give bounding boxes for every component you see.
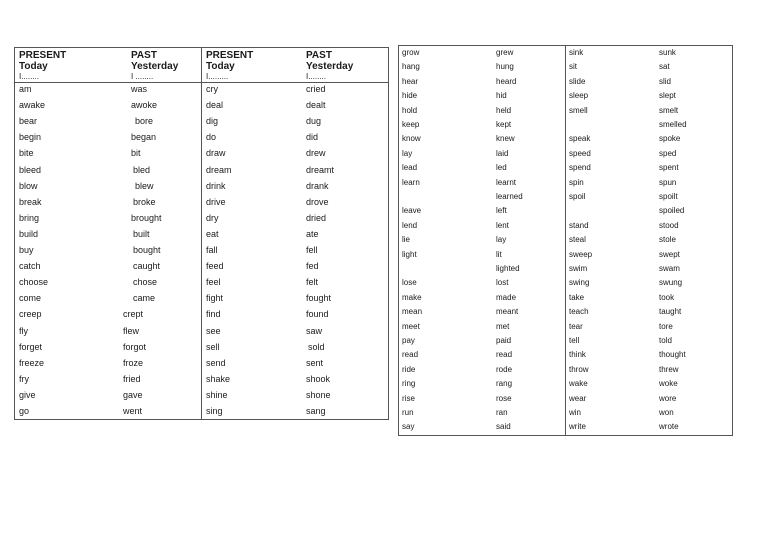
verb-cell: wore [659, 393, 677, 403]
verb-cell: fight [206, 293, 224, 304]
verb-cell: learned [496, 192, 523, 201]
verb-cell: caught [133, 261, 161, 272]
column-header-sub: Today [206, 61, 235, 72]
verb-cell: swing [569, 278, 590, 288]
verb-cell: ring [402, 379, 416, 389]
column-header-sub: Yesterday [131, 61, 179, 72]
verb-cell: tore [659, 321, 673, 331]
verb-cell: made [496, 292, 517, 302]
verb-cell: ran [496, 408, 508, 417]
verb-cell: threw [659, 364, 679, 374]
verb-cell: stole [659, 235, 676, 245]
verb-cell: bear [19, 116, 38, 127]
column-header-dots: I........ [19, 72, 40, 81]
verb-cell: wrote [659, 422, 679, 432]
verb-cell: sped [659, 148, 677, 158]
column-divider [565, 46, 566, 435]
verb-cell: win [569, 408, 582, 417]
verb-cell: forget [19, 341, 43, 352]
verb-cell: sent [306, 357, 324, 368]
verb-cell: dried [306, 212, 327, 223]
verb-cell: told [659, 336, 672, 345]
verb-cell: feel [206, 277, 221, 288]
verb-cell: spun [659, 177, 677, 187]
verb-cell: kept [496, 120, 512, 129]
verb-cell: met [496, 321, 510, 331]
verb-cell: fried [123, 373, 141, 384]
verb-cell: think [569, 350, 586, 360]
verb-cell: spin [569, 177, 584, 187]
column-header-dots: I........ [306, 72, 327, 81]
verb-cell: rode [496, 364, 513, 374]
verb-cell: catch [19, 261, 41, 272]
verb-cell: bleed [19, 164, 42, 175]
verb-cell: paid [496, 336, 512, 345]
verb-cell: smelled [659, 120, 687, 129]
verb-cell: say [402, 422, 415, 432]
verb-cell: sold [308, 341, 325, 352]
verb-cell: light [402, 249, 417, 259]
verb-cell: keep [402, 120, 420, 129]
verb-cell: leave [402, 206, 422, 216]
verb-cell: bring [19, 212, 40, 223]
verb-cell: stood [659, 220, 679, 230]
verb-cell: creep [19, 309, 42, 320]
verb-cell: rang [496, 379, 513, 389]
verb-cell: hid [496, 91, 507, 101]
verb-cell: sunk [659, 48, 676, 57]
verb-cell: lent [496, 220, 509, 230]
verb-cell: sing [206, 406, 223, 416]
verb-cell: fought [306, 293, 332, 304]
verb-cell: sell [206, 341, 220, 352]
verb-cell: learn [402, 177, 420, 187]
verb-cell: gave [123, 389, 143, 400]
verb-cell: swept [659, 249, 680, 259]
verb-cell: left [496, 206, 507, 216]
verb-cell: cry [206, 84, 218, 94]
verb-cell: sleep [569, 91, 589, 101]
column-header-dots: I ........ [131, 72, 154, 81]
verb-cell: fed [306, 261, 319, 272]
verb-cell: blow [19, 180, 38, 191]
verb-cell: draw [206, 148, 226, 159]
verb-cell: dig [206, 116, 219, 127]
verb-cell: slept [659, 91, 676, 101]
verb-cell: drew [306, 148, 326, 159]
irregular-verbs-table-right [398, 45, 733, 436]
column-header [19, 50, 66, 81]
verb-cell: buy [19, 245, 34, 255]
verb-cell: shook [306, 373, 331, 384]
verb-cell: lose [402, 278, 417, 288]
verb-cell: know [402, 134, 421, 144]
verb-cell: came [133, 293, 156, 304]
verb-cell: swim [569, 264, 588, 273]
verb-cell: spoiled [659, 206, 685, 216]
verb-cell: spoil [569, 192, 586, 201]
verb-cell: learnt [496, 177, 517, 187]
verb-cell: lie [402, 235, 411, 245]
header-divider [15, 82, 388, 83]
verb-cell: wear [569, 393, 587, 403]
column-header-sub: Yesterday [306, 61, 354, 72]
verb-cell: hang [402, 62, 420, 72]
verb-cell: pay [402, 336, 415, 345]
verb-cell: give [19, 389, 36, 400]
verb-cell: saw [306, 325, 323, 336]
verb-cell: found [306, 309, 329, 320]
verb-cell: woke [659, 379, 678, 389]
verb-cell: read [496, 350, 513, 360]
column-header-title: PRESENT [206, 50, 254, 61]
verb-cell: drive [206, 196, 226, 207]
verb-cell: feed [206, 261, 224, 272]
verb-cell: sweep [569, 249, 593, 259]
column-divider [201, 48, 202, 419]
verb-cell: awoke [131, 100, 158, 111]
verb-cell: drink [206, 180, 226, 191]
verb-cell: grow [402, 48, 420, 57]
column-header [206, 50, 253, 81]
verb-cell: speed [569, 148, 591, 158]
verb-cell: built [133, 228, 150, 239]
verb-cell: meant [496, 307, 519, 317]
verb-cell: awake [19, 100, 46, 111]
verb-cell: bit [131, 148, 141, 159]
verb-cell: sat [659, 62, 670, 72]
verb-cell: rise [402, 393, 415, 403]
verb-cell: held [496, 105, 512, 115]
verb-cell: do [206, 132, 217, 143]
verb-cell: freeze [19, 357, 45, 368]
verb-cell: fry [19, 373, 29, 384]
verb-cell: grew [496, 48, 514, 57]
verb-cell: led [496, 163, 507, 173]
verb-cell: went [123, 406, 143, 416]
verb-cell: won [659, 408, 674, 417]
verb-cell: shone [306, 389, 331, 400]
verb-cell: meet [402, 321, 420, 331]
verb-cell: brought [131, 212, 162, 223]
column-header-sub: Today [19, 61, 48, 72]
verb-cell: drank [306, 180, 329, 191]
verb-cell: drove [306, 196, 329, 207]
verb-cell: thought [659, 350, 686, 360]
verb-cell: slide [569, 76, 586, 86]
verb-cell: blew [135, 180, 154, 191]
verb-cell: crept [123, 309, 144, 320]
verb-cell: did [306, 132, 319, 143]
verb-cell: dealt [306, 100, 326, 111]
verb-cell: eat [206, 228, 219, 239]
verb-cell: chose [133, 277, 158, 288]
verb-cell: flew [123, 325, 140, 336]
verb-cell: fall [206, 245, 218, 255]
verb-cell: stand [569, 220, 589, 230]
verb-cell: took [659, 292, 675, 302]
verb-cell: choose [19, 277, 49, 288]
column-header-dots: I......... [206, 72, 229, 81]
verb-cell: slid [659, 76, 672, 86]
verb-cell: said [496, 422, 511, 432]
verb-cell: froze [123, 357, 144, 368]
verb-cell: fly [19, 325, 28, 336]
verb-cell: shake [206, 373, 231, 384]
verb-cell: dug [306, 116, 322, 127]
verb-cell: began [131, 132, 157, 143]
verb-cell: bought [133, 245, 161, 255]
verb-cell: swam [659, 264, 680, 273]
verb-cell: spent [659, 163, 679, 173]
verb-cell: hold [402, 105, 418, 115]
verb-cell: spoilt [659, 192, 678, 201]
verb-cell: shine [206, 389, 228, 400]
verb-cell: ride [402, 364, 416, 374]
verb-cell: forgot [123, 341, 147, 352]
verb-cell: lend [402, 220, 418, 230]
verb-cell: wake [569, 379, 588, 389]
column-header-title: PAST [131, 50, 157, 61]
verb-cell: rose [496, 393, 512, 403]
verb-cell: throw [569, 364, 589, 374]
verb-cell: lost [496, 278, 509, 288]
verb-cell: swung [659, 278, 683, 288]
verb-cell: taught [659, 307, 682, 317]
verb-cell: spoke [659, 134, 681, 144]
verb-cell: find [206, 309, 221, 320]
verb-cell: knew [496, 134, 515, 144]
verb-cell: lit [496, 249, 502, 259]
verb-cell: heard [496, 76, 517, 86]
verb-cell: bled [133, 164, 151, 175]
verb-cell: hear [402, 76, 419, 86]
irregular-verbs-table-left [14, 47, 389, 420]
verb-cell: steal [569, 235, 586, 245]
verb-cell: smelt [659, 105, 679, 115]
verb-cell: ate [306, 228, 319, 239]
verb-cell: felt [306, 277, 319, 288]
verb-cell: sink [569, 48, 584, 57]
verb-cell: was [131, 84, 148, 94]
verb-cell: hide [402, 91, 418, 101]
verb-cell: smell [569, 105, 588, 115]
verb-cell: take [569, 292, 585, 302]
verb-cell: dream [206, 164, 232, 175]
verb-cell: deal [206, 100, 224, 111]
verb-cell: come [19, 293, 42, 304]
verb-cell: mean [402, 307, 423, 317]
verb-cell: lay [496, 235, 507, 245]
verb-cell: go [19, 406, 30, 416]
verb-cell: sit [569, 62, 577, 72]
verb-cell: build [19, 228, 39, 239]
column-header-title: PRESENT [19, 50, 67, 61]
verb-cell: am [19, 84, 32, 94]
verb-cell: teach [569, 307, 589, 317]
verb-cell: dreamt [306, 164, 335, 175]
verb-cell: make [402, 292, 422, 302]
verb-cell: see [206, 325, 221, 336]
verb-cell: lay [402, 148, 413, 158]
column-header-title: PAST [306, 50, 332, 61]
verb-cell: begin [19, 132, 42, 143]
verb-cell: hung [496, 62, 514, 72]
verb-cell: fell [306, 245, 318, 255]
verb-cell: break [19, 196, 42, 207]
verb-cell: send [206, 357, 226, 368]
verb-cell: tell [569, 336, 580, 345]
column-header [131, 50, 178, 81]
verb-cell: spend [569, 163, 591, 173]
verb-cell: write [569, 422, 586, 432]
verb-cell: run [402, 408, 414, 417]
verb-cell: read [402, 350, 419, 360]
verb-cell: broke [133, 196, 156, 207]
verb-cell: dry [206, 212, 219, 223]
verb-cell: bite [19, 148, 34, 159]
verb-cell: sang [306, 406, 326, 416]
verb-cell: lead [402, 163, 418, 173]
verb-cell: tear [569, 321, 583, 331]
verb-cell: speak [569, 134, 591, 144]
column-header [306, 50, 353, 81]
verb-cell: cried [306, 84, 326, 94]
verb-cell: lighted [496, 264, 520, 273]
verb-cell: laid [496, 148, 509, 158]
verb-cell: bore [135, 116, 154, 127]
